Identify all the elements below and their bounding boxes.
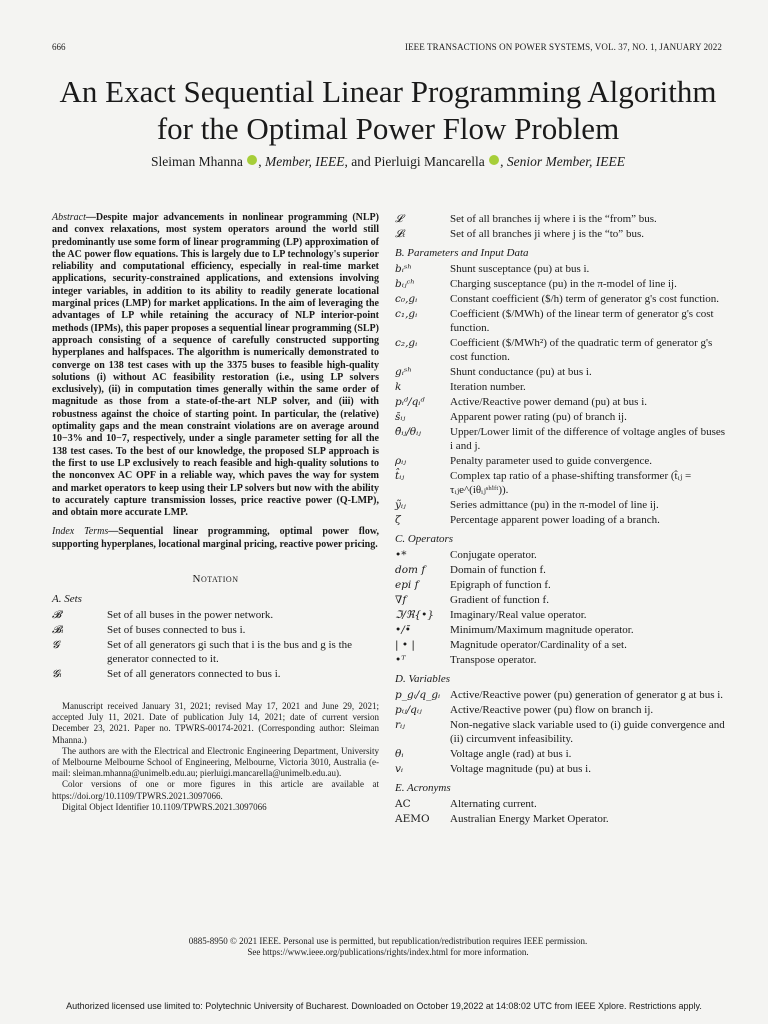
orcid-icon[interactable] [489, 155, 499, 165]
nomenclature-row [395, 292, 725, 306]
nomenclature-row [395, 718, 725, 746]
abstract-lead: Abstract [52, 212, 86, 223]
nomenclature-row [395, 307, 725, 335]
nomenclature-symbol: 𝓛ₜ [395, 228, 406, 240]
nomenclature-symbol: c₁,gᵢ [395, 308, 418, 320]
page-number: 666 [52, 42, 66, 52]
nomenclature-definition: Charging susceptance (pu) in the π-model of line ij. [450, 278, 677, 290]
nomenclature-symbol: bᵢˢʰ [395, 263, 412, 275]
nomenclature-row [395, 747, 725, 761]
nomenclature-definition: Constant coefficient ($/h) term of generator g's cost function. [450, 293, 720, 305]
nomenclature-symbol: •/•̄ [395, 624, 411, 636]
footnote [52, 701, 379, 813]
nomenclature-symbol: ζ [395, 514, 401, 526]
nomenclature-row [395, 498, 725, 512]
nomenclature-row [395, 578, 725, 592]
nomenclature-symbol: θᵢ [395, 748, 404, 760]
nomenclature-definition: Alternating current. [450, 798, 537, 810]
nomenclature-definition: Magnitude operator/Cardinality of a set. [450, 639, 627, 651]
footnote-affiliation: The authors are with the Electrical and Electronic Engineering Department, University of Melbourne Melbourne School of Engineering, Melbourne, Victoria 3010, Australia (e-mail: sleiman.mhanna@unimelb.edu.au; pierluigi.mancarella@unimelb.edu.au). [52, 745, 379, 779]
nomenclature-symbol: •ᵀ [395, 654, 406, 666]
nomenclature-symbol: dom f [395, 564, 426, 576]
nomenclature-row [395, 688, 725, 702]
nomenclature-row [395, 395, 725, 409]
nomenclature-row [52, 638, 379, 666]
footnote-manuscript: Manuscript received January 31, 2021; revised May 17, 2021 and June 29, 2021; accepted July 11, 2021. Date of publication July 14, 2021; date of current version December 23, 2021. Paper no. TPWRS-00174-2021. (Corresponding author: Sleiman Mhanna.) [52, 701, 379, 745]
nomenclature-definition: Active/Reactive power (pu) flow on branch ij. [450, 704, 654, 716]
abstract-text: —Despite major advancements in nonlinear programming (NLP) and convex relaxations, most system operators around the world still predominantly use some form of linear programming (LP) approximation of the AC power flow equations. This is largely due to LP technology's superior reliability and computational efficiency, especially in real-time market applications, security-constrained applications, and extensions involving integer variables, in addition to its ability to readily generate locational marginal prices (LMP) for market applications. In the aim of leveraging the advantages of LP while retaining the accuracy of NLP interior-point methods (IPMs), this paper proposes a sequential linear programming (SLP) approach consisting of a sequence of carefully constructed supporting hyperplanes and halfspaces. The algorithm is numerically demonstrated to converge on 138 test cases with up the 3375 buses to feasible high-quality solutions (i) without AC feasibility restoration (i.e., using LP solvers exclusively), (ii) in computation times generally within the same order of magnitude as those from a state-of-the-art NLP solver, and (iii) with robustness against the choice of starting point. In particular, the (relative) optimality gaps and the mean constraint violations are on average around 10−3% and 10−7, respectively, under a single parameter setting for all the 138 test cases. To the best of our knowledge, the proposed SLP approach is the first to use LP exclusively to reach feasible and high-quality solutions to the nonconvex AC OPF in a reliable way, which paves the way for system and market operators to keep using their LP solvers but now with the ability to accurately capture transmission losses, price reactive power (Q-LMP), and obtain more accurate LMP. [52, 212, 379, 519]
nomenclature-definition: Set of all branches ij where i is the “from” bus. [450, 213, 657, 225]
params-list [395, 262, 725, 527]
nomenclature-row [395, 812, 725, 826]
nomenclature-row [395, 262, 725, 276]
notation-heading: Notation [192, 573, 239, 586]
nomenclature-symbol: ỹᵢⱼ [395, 499, 406, 511]
nomenclature-row [395, 425, 725, 453]
footnote-color: Color versions of one or more figures in this article are available at https://doi.org/10.1109/TPWRS.2021.3097066. [52, 779, 379, 801]
nomenclature-definition: Voltage angle (rad) at bus i. [450, 748, 572, 760]
nomenclature-definition: Iteration number. [450, 381, 526, 393]
nomenclature-row [395, 336, 725, 364]
nomenclature-row [395, 762, 725, 776]
variables-heading: D. Variables [395, 673, 450, 685]
nomenclature-symbol: 𝓖ᵢ [52, 668, 62, 681]
nomenclature-definition: Gradient of function f. [450, 594, 549, 606]
author-1-affiliation: Member, IEEE [265, 154, 345, 169]
copyright-line-1: 0885-8950 © 2021 IEEE. Personal use is permitted, but republication/redistribution requires IEEE permission. [188, 936, 588, 946]
nomenclature-symbol: bᵢⱼᶜʰ [395, 278, 415, 290]
nomenclature-symbol: 𝓛 [395, 213, 403, 225]
nomenclature-definition: Complex tap ratio of a phase-shifting transformer (t̂ᵢⱼ = τᵢⱼe^(iθᵢⱼˢʰⁱᶠᵗ)). [450, 470, 692, 496]
variables-list [395, 688, 725, 776]
nomenclature-symbol: θ̄ᵢⱼ/θᵢⱼ [395, 426, 421, 438]
nomenclature-definition: Set of all branches ji where j is the “to” bus. [450, 228, 644, 240]
nomenclature-definition: Coefficient ($/MWh²) of the quadratic term of generator g's cost function. [450, 337, 713, 363]
acronyms-heading: E. Acronyms [395, 782, 451, 794]
nomenclature-definition: Shunt conductance (pu) at bus i. [450, 366, 592, 378]
author-1: Sleiman Mhanna [151, 154, 243, 169]
nomenclature-definition: Active/Reactive power demand (pu) at bus i. [450, 396, 648, 408]
author-2: Pierluigi Mancarella [374, 154, 485, 169]
nomenclature-symbol: s̄ᵢⱼ [395, 411, 406, 423]
nomenclature-definition: Shunt susceptance (pu) at bus i. [450, 263, 590, 275]
nomenclature-symbol: 𝓑 [52, 609, 62, 622]
nomenclature-row [395, 703, 725, 717]
nomenclature-row [395, 277, 725, 291]
nomenclature-symbol: c₂,gᵢ [395, 337, 418, 349]
nomenclature-definition: Set of buses connected to bus i. [107, 624, 246, 637]
nomenclature-definition: Epigraph of function f. [450, 579, 551, 591]
nomenclature-definition: Minimum/Maximum magnitude operator. [450, 624, 634, 636]
nomenclature-symbol: ρᵢⱼ [395, 455, 407, 467]
nomenclature-row [395, 469, 725, 497]
authorized-use-notice: Authorized licensed use limited to: Polytechnic University of Bucharest. Downloaded on October 19,2022 at 14:08:02 UTC from IEEE Xplore. Restrictions apply. [66, 1001, 702, 1011]
nomenclature-symbol: k [395, 381, 402, 393]
nomenclature-definition: Set of all generators connected to bus i. [107, 668, 281, 681]
nomenclature-symbol: ∇f [395, 594, 407, 606]
sets-list [52, 608, 379, 681]
nomenclature-definition: Set of all generators gi such that i is the bus and g is the generator connected to it. [107, 639, 353, 666]
nomenclature-symbol: p_gᵢ/q_gᵢ [395, 689, 441, 701]
nomenclature-symbol: | • | [395, 639, 415, 651]
author-line: Sleiman Mhanna , Member, IEEE, and Pierluigi Mancarella , Senior Member, IEEE [151, 154, 625, 169]
nomenclature-row [52, 667, 379, 681]
nomenclature-definition: Non-negative slack variable used to (i) guide convergence and (ii) circumvent infeasibility. [450, 719, 725, 745]
nomenclature-symbol: t̂ᵢⱼ [395, 470, 405, 482]
nomenclature-definition: Penalty parameter used to guide convergence. [450, 455, 652, 467]
nomenclature-row [52, 623, 379, 637]
sets-heading: A. Sets [52, 593, 82, 606]
nomenclature-symbol: epi f [395, 579, 419, 591]
nomenclature-definition: Upper/Lower limit of the difference of voltage angles of buses i and j. [450, 426, 726, 452]
operators-heading: C. Operators [395, 533, 454, 545]
nomenclature-definition: Coefficient ($/MWh) of the linear term of generator g's cost function. [450, 308, 714, 334]
nomenclature-row [395, 593, 725, 607]
nomenclature-symbol: pᵢᵈ/qᵢᵈ [395, 396, 425, 408]
right-column [395, 212, 725, 827]
nomenclature-row [395, 797, 725, 811]
nomenclature-row [395, 653, 725, 667]
nomenclature-symbol: ℑ/ℜ{•} [395, 609, 434, 621]
nomenclature-row [395, 623, 725, 637]
index-terms [52, 526, 379, 551]
index-terms-text: —Sequential linear programming, optimal power flow, supporting hyperplanes, locational marginal pricing, reactive power pricing. [52, 526, 380, 550]
nomenclature-definition: Series admittance (pu) in the π-model of line ij. [450, 499, 659, 511]
nomenclature-row [395, 365, 725, 379]
journal-header: IEEE TRANSACTIONS ON POWER SYSTEMS, VOL. 37, NO. 1, JANUARY 2022 [404, 42, 722, 52]
nomenclature-definition: Domain of function f. [450, 564, 546, 576]
nomenclature-row [395, 212, 725, 226]
nomenclature-row [395, 638, 725, 652]
nomenclature-symbol: c₀,gᵢ [395, 293, 418, 305]
nomenclature-row [395, 513, 725, 527]
title-line-1: An Exact Sequential Linear Programming Algorithm [59, 74, 717, 109]
acronyms-list [395, 797, 725, 826]
nomenclature-symbol: rᵢⱼ [395, 719, 405, 731]
nomenclature-symbol: vᵢ [395, 763, 404, 775]
nomenclature-symbol: AEMO [395, 813, 430, 825]
nomenclature-definition: Australian Energy Market Operator. [450, 813, 609, 825]
footnote-doi: Digital Object Identifier 10.1109/TPWRS.2021.3097066 [62, 801, 267, 812]
nomenclature-definition: Set of all buses in the power network. [107, 609, 274, 622]
copyright-notice [40, 936, 736, 958]
copyright-line-2: See https://www.ieee.org/publications/rights/index.html for more information. [247, 947, 529, 957]
nomenclature-definition: Percentage apparent power loading of a branch. [450, 514, 660, 526]
author-2-affiliation: Senior Member, IEEE [506, 154, 625, 169]
operators-list [395, 548, 725, 667]
nomenclature-symbol: •* [395, 549, 407, 561]
nomenclature-definition: Voltage magnitude (pu) at bus i. [450, 763, 591, 775]
nomenclature-definition: Apparent power rating (pu) of branch ij. [450, 411, 627, 423]
paper-title [40, 73, 736, 147]
nomenclature-row [395, 548, 725, 562]
left-column [52, 212, 379, 813]
nomenclature-symbol: gᵢˢʰ [395, 366, 412, 378]
index-terms-lead: Index Terms [52, 526, 109, 538]
nomenclature-definition: Transpose operator. [450, 654, 537, 666]
abstract [52, 212, 379, 519]
author-conjunction: , and [344, 154, 375, 169]
nomenclature-definition: Active/Reactive power (pu) generation of generator g at bus i. [450, 689, 724, 701]
nomenclature-row [395, 454, 725, 468]
nomenclature-row [395, 227, 725, 241]
title-line-2: for the Optimal Power Flow Problem [156, 111, 620, 146]
nomenclature-row [52, 608, 379, 622]
nomenclature-symbol: 𝓑ᵢ [52, 624, 64, 637]
nomenclature-symbol: 𝓖 [52, 639, 60, 652]
orcid-icon[interactable] [247, 155, 257, 165]
nomenclature-row [395, 608, 725, 622]
nomenclature-row [395, 380, 725, 394]
params-heading: B. Parameters and Input Data [395, 247, 529, 259]
nomenclature-row [395, 410, 725, 424]
nomenclature-row [395, 563, 725, 577]
nomenclature-symbol: AC [395, 798, 411, 810]
nomenclature-definition: Imaginary/Real value operator. [450, 609, 587, 621]
nomenclature-definition: Conjugate operator. [450, 549, 537, 561]
nomenclature-symbol: pᵢⱼ/qᵢⱼ [395, 704, 422, 716]
sets-right-list [395, 212, 725, 241]
